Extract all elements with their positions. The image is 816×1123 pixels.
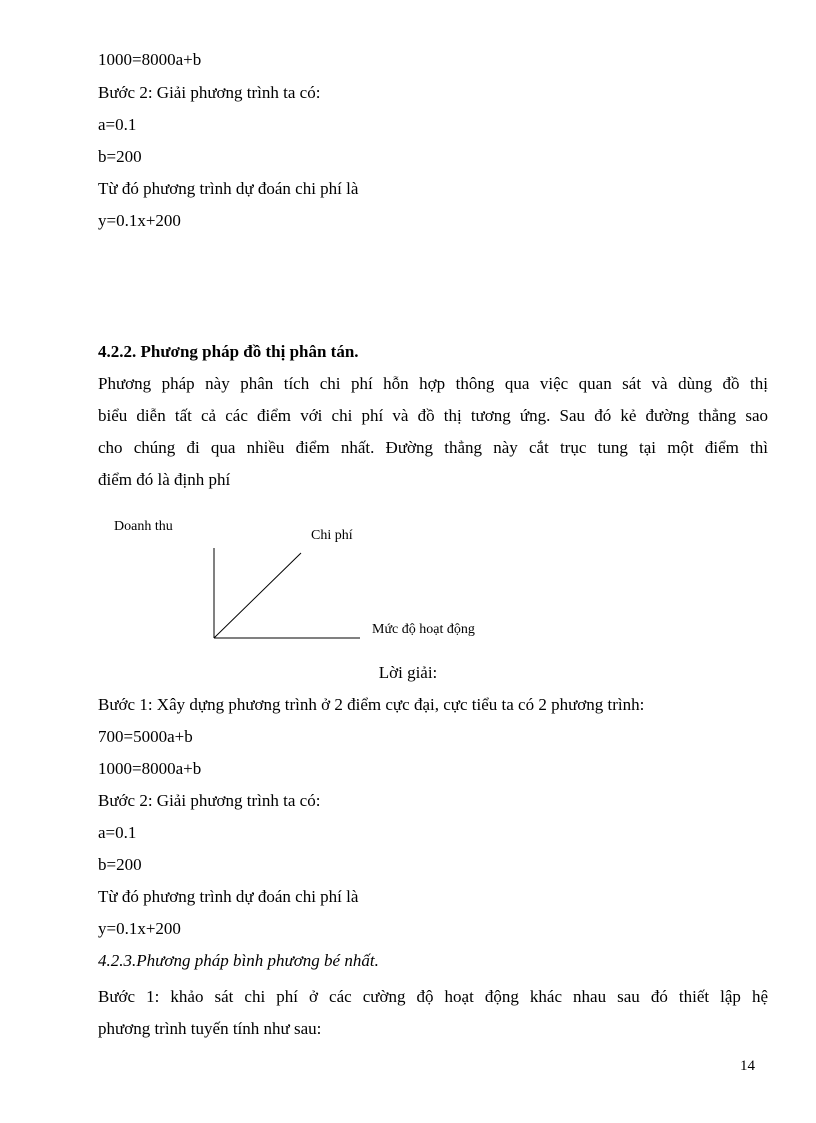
step-2-line: Bước 2: Giải phương trình ta có:	[98, 791, 321, 810]
step-1-line-continued: phương trình tuyến tính như sau:	[98, 1019, 322, 1038]
section-heading-422: 4.2.2. Phương pháp đồ thị phân tán.	[98, 342, 359, 361]
paragraph-line: Phương pháp này phân tích chi phí hỗn hợp thông qua việc quan sát và dùng đồ thị	[98, 374, 768, 393]
equation-line: 1000=8000a+b	[98, 50, 202, 69]
cost-line-label: Chi phí	[311, 528, 353, 543]
page-number: 14	[740, 1058, 755, 1074]
prediction-line: Từ đó phương trình dự đoán chi phí là	[98, 179, 359, 198]
solution-title: Lời giải:	[378, 663, 438, 682]
step-2-line: Bước 2: Giải phương trình ta có:	[98, 83, 321, 102]
b-value-line: b=200	[98, 855, 142, 874]
paragraph-line: điểm đó là định phí	[98, 470, 231, 489]
step-1-line: Bước 1: khảo sát chi phí ở các cường độ hoạt động khác nhau sau đó thiết lập hệ	[98, 987, 768, 1006]
step-1-line: Bước 1: Xây dựng phương trình ở 2 điểm cực đại, cực tiểu ta có 2 phương trình:	[98, 695, 645, 714]
a-value-line: a=0.1	[98, 823, 137, 842]
a-value-line: a=0.1	[98, 115, 137, 134]
paragraph-line: cho chúng đi qua nhiều điểm nhất. Đường thẳng này cắt trục tung tại một điểm thì	[98, 438, 768, 457]
cost-line	[214, 553, 301, 638]
result-equation: y=0.1x+200	[98, 919, 181, 938]
result-equation: y=0.1x+200	[98, 211, 181, 230]
y-axis-label: Doanh thu	[114, 519, 173, 534]
prediction-line: Từ đó phương trình dự đoán chi phí là	[98, 887, 359, 906]
x-axis-label: Mức độ hoạt động	[372, 622, 475, 637]
paragraph-line: biểu diễn tất cả các điểm với chi phí và đồ thị tương ứng. Sau đó kẻ đường thẳng sao	[98, 406, 768, 425]
equation-line: 700=5000a+b	[98, 727, 193, 746]
equation-line: 1000=8000a+b	[98, 759, 202, 778]
section-heading-423: 4.2.3.Phương pháp bình phương bé nhất.	[98, 951, 379, 970]
b-value-line: b=200	[98, 147, 142, 166]
